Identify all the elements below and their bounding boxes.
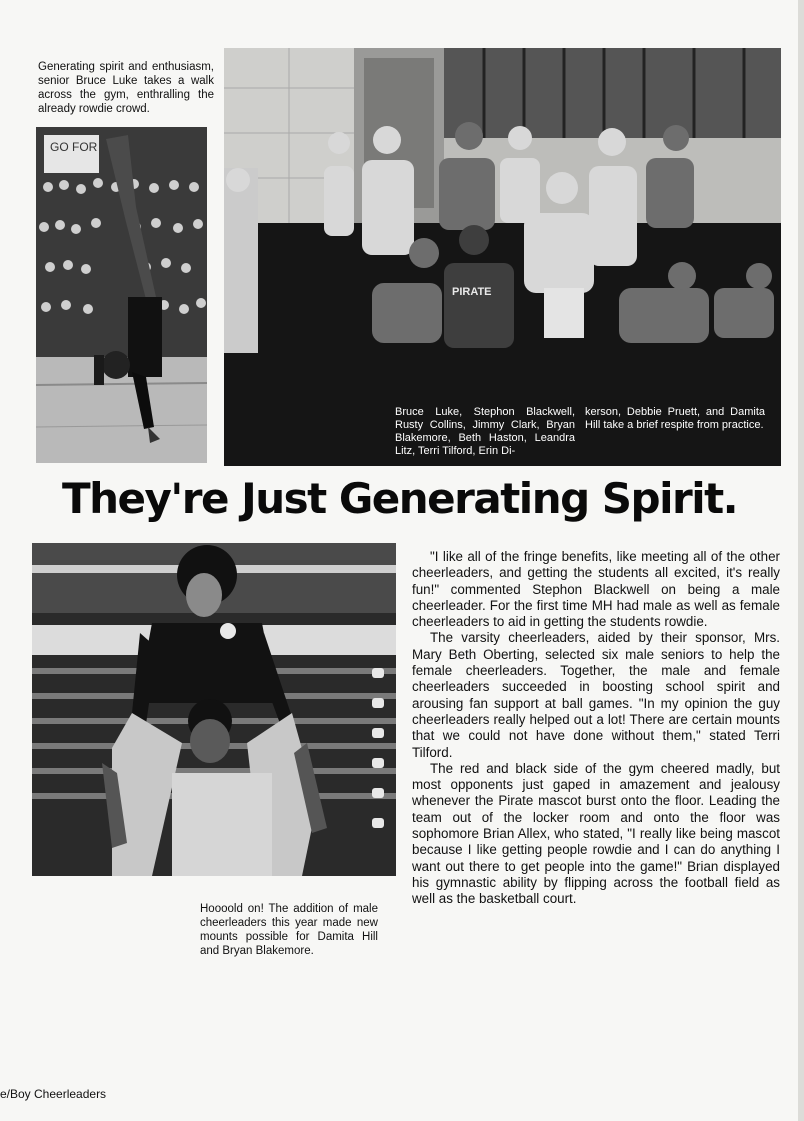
cheerleader-mount-photo: [32, 543, 396, 876]
handstand-walk-photo: [36, 127, 207, 463]
group-caption-right: kerson, Debbie Pruett, and Damita Hill take a brief respite from practice.: [585, 406, 765, 431]
group-caption-left: Bruce Luke, Stephon Blackwell, Rusty Collins, Jimmy Clark, Bryan Blakemore, Beth Haston, Leandra Litz, Terri Tilford, Erin Di-: [395, 406, 575, 457]
group-photo-caption: [395, 406, 765, 458]
article-paragraph: The red and black side of the gym cheered madly, but most opponents just gaped in amazement and jealousy whenever the Pirate mascot burst onto the floor. Leading the team out of the locker room and onto the floor was sophomore Brian Allex, who stated, "I really like being mascot because I like getting people rowdie and I can do anything I want out there to get people into the game!" Brian displayed his gymnastic ability by flipping across the football field as well as the basketball court.: [412, 760, 780, 907]
crowd-sign-text: GO FOR: [50, 140, 98, 154]
article-body: [412, 549, 780, 908]
page-footer: e/Boy Cheerleaders: [0, 1087, 107, 1101]
cheerleaders-group-photo: [224, 48, 781, 466]
page-headline: They're Just Generating Spirit.: [62, 474, 738, 523]
article-paragraph: The varsity cheerleaders, aided by their sponsor, Mrs. Mary Beth Oberting, selected six male seniors to help the female cheerleaders. Together, the male and female cheerleaders succeeded in boosting school spirit and arousing fan support at ball games. "In my opinion the guy cheerleaders really helped out a lot! There are certain mounts that we could not have done without them," stated Terri Tilford.: [412, 630, 780, 760]
page-edge: [798, 0, 804, 1121]
mount-photo-caption: Hoooold on! The addition of male cheerleaders this year made new mounts possible for Damita Hill and Bryan Blakemore.: [200, 903, 378, 957]
article-paragraph: "I like all of the fringe benefits, like meeting all of the other cheerleaders, and getting the students all excited, it's really fun!" commented Stephon Blackwell on being a male cheerleader. For the first time MH had male as well as female cheerleaders to aid in getting the students rowdie.: [412, 549, 780, 630]
walk-photo-caption: Generating spirit and enthusiasm, senior Bruce Luke takes a walk across the gym, enthralling the already rowdie crowd.: [38, 61, 214, 115]
jersey-text: PIRATE: [452, 286, 492, 298]
